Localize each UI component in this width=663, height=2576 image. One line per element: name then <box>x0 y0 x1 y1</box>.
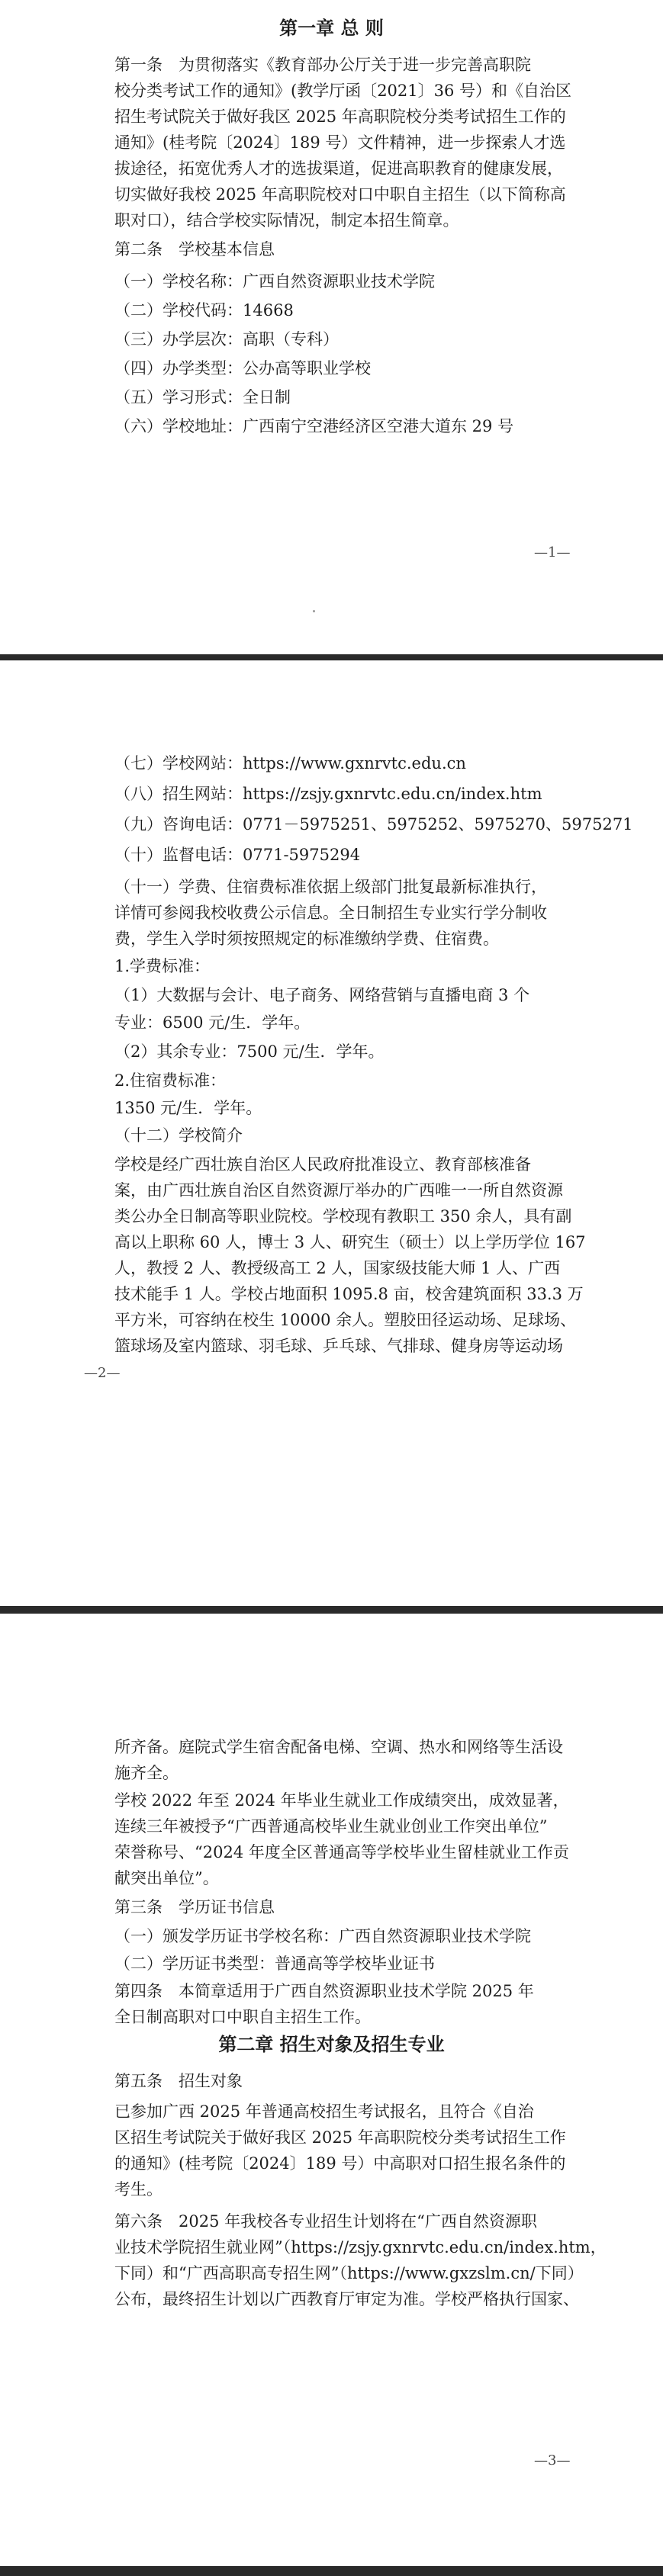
intro-line: 类公办全日制高等职业院校。学校现有教职工 350 余人，具有副 <box>114 1207 572 1225</box>
fees-line: 专业：6500 元/生．学年。 <box>114 1013 311 1032</box>
intro-line: 高以上职称 60 人，博士 3 人、研究生（硕士）以上学历学位 167 <box>114 1233 586 1251</box>
article-1-line: 切实做好我校 2025 年高职院校对口中职自主招生（以下简称高 <box>114 185 566 204</box>
fees-line: （2）其余专业：7500 元/生．学年。 <box>114 1042 385 1061</box>
article-5-line: 区招生考试院关于做好我区 2025 年高职院校分类考试招生工作 <box>114 2128 566 2147</box>
article-4-line: 全日制高职对口中职自主招生工作。 <box>114 2008 371 2026</box>
page-number: —1— <box>534 544 571 560</box>
article-1-line: 校分类考试工作的通知》(教学厅函〔2021〕36 号）和《自治区 <box>114 82 572 100</box>
article-1-line: 拔途径，拓宽优秀人才的选拔渠道，促进高职教育的健康发展， <box>114 159 563 178</box>
intro-line: 篮球场及室内篮球、羽毛球、乒乓球、气排球、健身房等运动场 <box>114 1337 563 1355</box>
info-item: （四）办学类型：公办高等职业学校 <box>114 359 371 377</box>
info-item: （一）学校名称：广西自然资源职业技术学院 <box>114 272 435 291</box>
intro-line: 案，由广西壮族自治区自然资源厅举办的广西唯一一所自然资源 <box>114 1181 563 1200</box>
cert-item: （一）颁发学历证书学校名称：广西自然资源职业技术学院 <box>114 1927 531 1945</box>
fees-line: （十一）学费、住宿费标准依据上级部门批复最新标准执行， <box>114 878 547 896</box>
info-item: （五）学习形式：全日制 <box>114 388 291 406</box>
article-2-title: 第二条 学校基本信息 <box>114 240 275 259</box>
info-item: （六）学校地址：广西南宁空港经济区空港大道东 29 号 <box>114 417 514 435</box>
intro-heading: （十二）学校简介 <box>114 1126 243 1145</box>
article-6-line: 下同）和“广西高职高专招生网”（https://www.gxzslm.cn/下同） <box>114 2264 584 2282</box>
intro-line: 人，教授 2 人、教授级高工 2 人，国家级技能大师 1 人、广西 <box>114 1259 561 1277</box>
intro-cont-line: 学校 2022 年至 2024 年毕业生就业工作成绩突出，成效显著， <box>114 1791 569 1810</box>
intro-cont-line: 连续三年被授予“广西普通高校毕业生就业创业工作突出单位” <box>114 1817 548 1836</box>
chapter-title: 第一章 总 则 <box>279 17 384 39</box>
article-5-line: 的通知》(桂考院〔2024〕189 号）中高职对口招生报名条件的 <box>114 2154 566 2173</box>
page-divider <box>0 1606 663 1614</box>
article-6-line: 业技术学院招生就业网”（https://zsjy.gxnrvtc.edu.cn/index.htm， <box>114 2238 607 2256</box>
intro-cont-line: 施齐全。 <box>114 1764 179 1782</box>
article-3-title: 第三条 学历证书信息 <box>114 1898 275 1916</box>
article-5-line: 已参加广西 2025 年普通高校招生考试报名，且符合《自治 <box>114 2102 534 2121</box>
info-item: （二）学校代码：14668 <box>114 301 294 320</box>
chapter-2-title: 第二章 招生对象及招生专业 <box>218 2033 445 2055</box>
fees-line: 2.住宿费标准： <box>114 1071 227 1090</box>
intro-cont-line: 所齐备。庭院式学生宿舍配备电梯、空调、热水和网络等生活设 <box>114 1738 563 1756</box>
article-5-line: 考生。 <box>114 2180 163 2199</box>
page-number: —2— <box>84 1365 121 1381</box>
contact-item: （九）咨询电话：0771－5975251、5975252、5975270、5975271 <box>114 815 633 834</box>
page-1 <box>0 0 663 654</box>
article-5-title: 第五条 招生对象 <box>114 2072 243 2090</box>
intro-line: 平方米，可容纳在校生 10000 余人。塑胶田径运动场、足球场、 <box>114 1311 577 1329</box>
intro-line: 学校是经广西壮族自治区人民政府批准设立、教育部核准备 <box>114 1155 531 1174</box>
page-divider <box>0 2566 663 2576</box>
fees-line: （1）大数据与会计、电子商务、网络营销与直播电商 3 个 <box>114 986 530 1004</box>
contact-item: （八）招生网站：https://zsjy.gxnrvtc.edu.cn/index.htm <box>114 785 542 803</box>
page-2 <box>0 660 663 1606</box>
contact-item: （七）学校网站：https://www.gxnrvtc.edu.cn <box>114 754 466 772</box>
article-6-line: 公布，最终招生计划以广西教育厅审定为准。学校严格执行国家、 <box>114 2290 579 2308</box>
article-1-line: 职对口），结合学校实际情况，制定本招生简章。 <box>114 211 459 230</box>
page-3 <box>0 1614 663 2566</box>
intro-line: 技术能手 1 人。学校占地面积 1095.8 亩，校舍建筑面积 33.3 万 <box>114 1285 584 1303</box>
article-1-line: 第一条 为贯彻落实《教育部办公厅关于进一步完善高职院 <box>114 56 531 74</box>
article-4-line: 第四条 本简章适用于广西自然资源职业技术学院 2025 年 <box>114 1982 534 2000</box>
info-item: （三）办学层次：高职（专科） <box>114 330 339 348</box>
article-1-line: 招生考试院关于做好我区 2025 年高职院校分类考试招生工作的 <box>114 108 566 126</box>
intro-cont-line: 荣誉称号、“2024 年度全区普通高等学校毕业生留桂就业工作贡 <box>114 1843 569 1861</box>
fees-line: 1350 元/生．学年。 <box>114 1099 262 1117</box>
scan-dot <box>313 610 315 612</box>
article-1-line: 通知》(桂考院〔2024〕189 号）文件精神，进一步探索人才选 <box>114 133 566 152</box>
contact-item: （十）监督电话：0771-5975294 <box>114 846 361 864</box>
fees-line: 1.学费标准： <box>114 957 211 975</box>
article-6-line: 第六条 2025 年我校各专业招生计划将在“广西自然资源职 <box>114 2212 537 2231</box>
cert-item: （二）学历证书类型：普通高等学校毕业证书 <box>114 1954 435 1973</box>
intro-cont-line: 献突出单位”。 <box>114 1869 219 1887</box>
page-number: —3— <box>534 2452 571 2468</box>
fees-line: 详情可参阅我校收费公示信息。全日制招生专业实行学分制收 <box>114 904 547 922</box>
fees-line: 费，学生入学时须按照规定的标准缴纳学费、住宿费。 <box>114 930 499 948</box>
page-divider <box>0 654 663 660</box>
